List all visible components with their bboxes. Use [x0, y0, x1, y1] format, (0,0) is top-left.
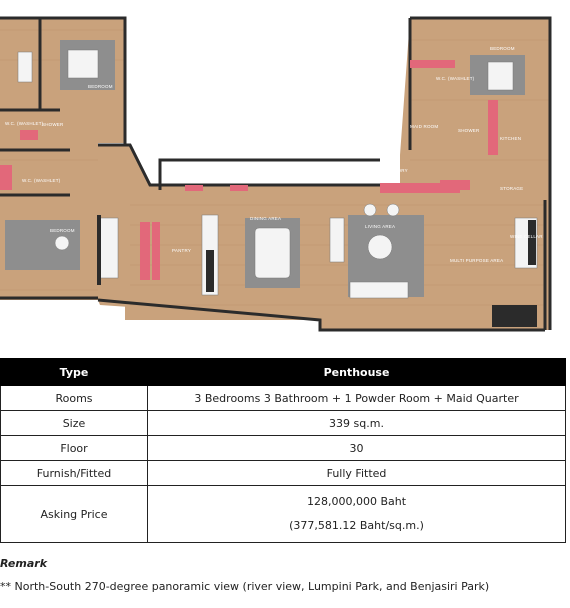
price-per-sqm: (377,581.12 Baht/sq.m.): [289, 519, 424, 532]
row-label: Size: [1, 411, 148, 436]
room-label: W.C. (WASHLET): [436, 76, 475, 81]
room-label: BEDROOM: [50, 228, 75, 233]
room-label: DINING AREA: [250, 216, 282, 221]
price-total: 128,000,000 Baht: [306, 495, 407, 508]
room-label: SHOWER: [458, 128, 480, 133]
table-row: [1, 436, 566, 461]
row-value: Fully Fitted: [148, 461, 566, 486]
room-label: KITCHEN: [500, 136, 522, 141]
room-label: BEDROOM: [88, 84, 113, 89]
row-value: 339 sq.m.: [148, 411, 566, 436]
row-value: 30: [148, 436, 566, 461]
room-label: WINE CELLAR: [510, 234, 543, 239]
table-row-price: [1, 486, 566, 543]
price-value: [148, 486, 566, 543]
room-label: LIVING AREA: [365, 224, 396, 229]
table-row: [1, 386, 566, 411]
room-label: W.C. (WASHLET): [22, 178, 61, 183]
table-row: [1, 411, 566, 436]
room-label: BEDROOM: [490, 46, 515, 51]
remark-title: Remark: [0, 557, 48, 570]
room-label: PANTRY: [172, 248, 192, 253]
price-label: Asking Price: [1, 486, 148, 543]
remark-text: ** North-South 270-degree panoramic view (river view, Lumpini Park, and Benjasiri Park): [0, 580, 490, 593]
table-header-row: [1, 359, 566, 386]
room-label: STORAGE: [500, 186, 524, 191]
table-row: [1, 461, 566, 486]
header-type: Type: [1, 359, 148, 386]
row-value: 3 Bedrooms 3 Bathroom + 1 Powder Room + Maid Quarter: [148, 386, 566, 411]
row-label: Furnish/Fitted: [1, 461, 148, 486]
row-label: Rooms: [1, 386, 148, 411]
room-label: LAUNDRY: [385, 168, 408, 173]
room-label: MULTI PURPOSE AREA: [450, 258, 504, 263]
room-label: MAID ROOM: [410, 124, 439, 129]
property-spec-table: [0, 358, 566, 543]
room-label: W.C. (WASHLET): [5, 121, 44, 126]
row-label: Floor: [1, 436, 148, 461]
header-penthouse: Penthouse: [148, 359, 566, 386]
room-label: SHOWER: [42, 122, 64, 127]
